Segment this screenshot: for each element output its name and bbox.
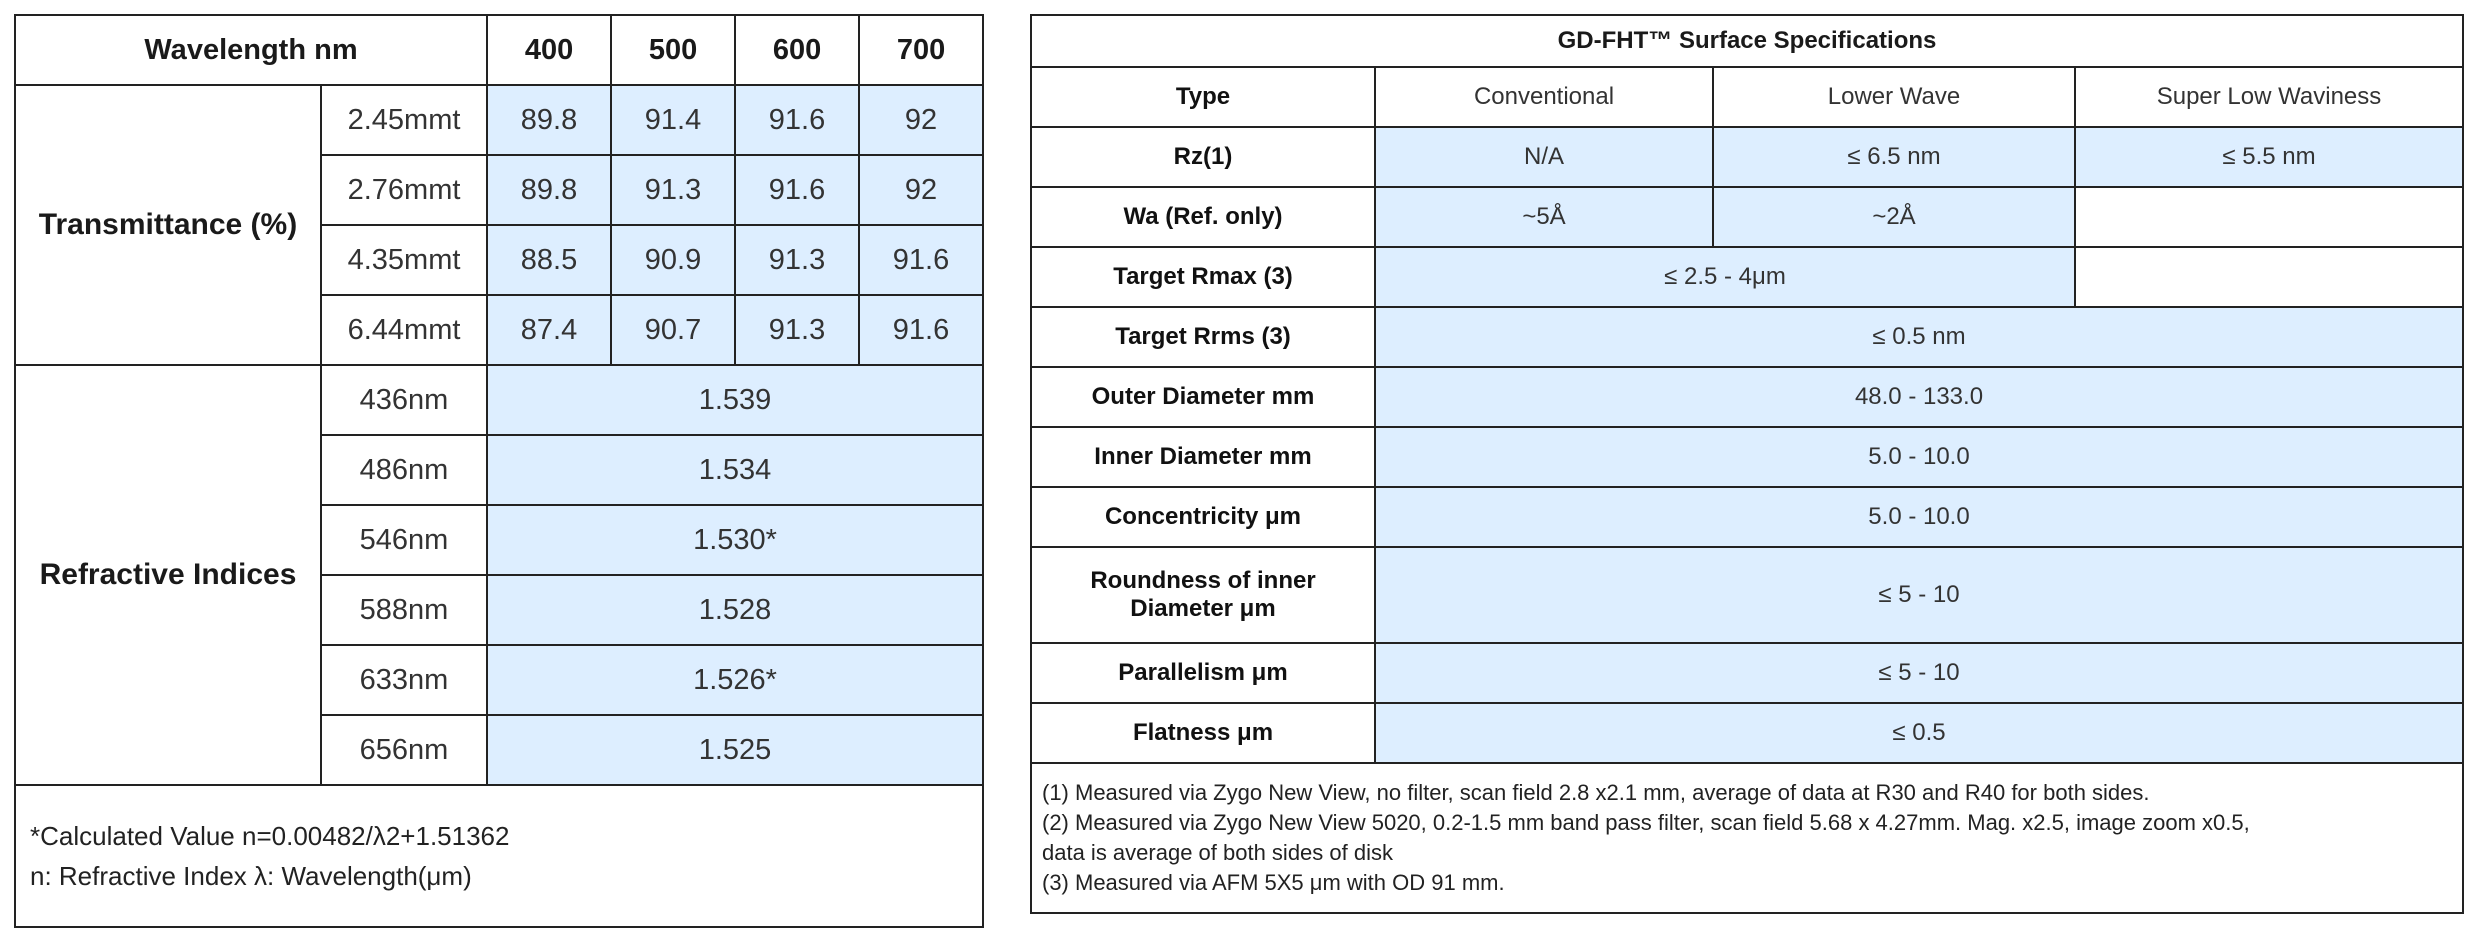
wavelength-400: 400 xyxy=(487,15,611,85)
rmax-label: Target Rmax (3) xyxy=(1031,247,1375,307)
rmax-value: ≤ 2.5 - 4μm xyxy=(1375,247,2075,307)
flatness-label: Flatness μm xyxy=(1031,703,1375,763)
rz-value: ≤ 5.5 nm xyxy=(2075,127,2463,187)
outer-diameter-value: 48.0 - 133.0 xyxy=(1375,367,2463,427)
ri-wavelength-cell: 486nm xyxy=(321,435,487,505)
thickness-cell: 4.35mmt xyxy=(321,225,487,295)
table-row xyxy=(1031,307,2463,367)
table-row xyxy=(15,85,983,155)
table-row xyxy=(1031,187,2463,247)
transmittance-value: 91.3 xyxy=(735,225,859,295)
table-row xyxy=(1031,427,2463,487)
wa-label: Wa (Ref. only) xyxy=(1031,187,1375,247)
notes-row xyxy=(15,785,983,927)
concentricity-label: Concentricity μm xyxy=(1031,487,1375,547)
wa-value xyxy=(2075,187,2463,247)
transmittance-value: 91.3 xyxy=(611,155,735,225)
wavelength-header-row xyxy=(15,15,983,85)
ri-value: 1.534 xyxy=(487,435,983,505)
ri-value: 1.526* xyxy=(487,645,983,715)
wa-value: ~5Å xyxy=(1375,187,1713,247)
table-row xyxy=(1031,367,2463,427)
table-row xyxy=(1031,487,2463,547)
measurement-notes xyxy=(1031,763,2463,913)
roundness-label xyxy=(1031,547,1375,643)
ri-value: 1.525 xyxy=(487,715,983,785)
inner-diameter-value: 5.0 - 10.0 xyxy=(1375,427,2463,487)
roundness-label-line: Diameter μm xyxy=(1130,595,1276,622)
wa-value: ~2Å xyxy=(1713,187,2075,247)
table-row xyxy=(1031,247,2463,307)
rrms-value: ≤ 0.5 nm xyxy=(1375,307,2463,367)
rrms-label: Target Rrms (3) xyxy=(1031,307,1375,367)
note-line: *Calculated Value n=0.00482/λ2+1.51362 xyxy=(30,821,510,851)
parallelism-label: Parallelism μm xyxy=(1031,643,1375,703)
type-label: Type xyxy=(1031,67,1375,127)
thickness-cell: 2.45mmt xyxy=(321,85,487,155)
refractive-indices-label: Refractive Indices xyxy=(15,365,321,785)
rz-label: Rz(1) xyxy=(1031,127,1375,187)
inner-diameter-label: Inner Diameter mm xyxy=(1031,427,1375,487)
ri-value: 1.530* xyxy=(487,505,983,575)
transmittance-value: 89.8 xyxy=(487,155,611,225)
ri-wavelength-cell: 588nm xyxy=(321,575,487,645)
ri-value: 1.539 xyxy=(487,365,983,435)
table-row xyxy=(15,365,983,435)
table-row xyxy=(1031,643,2463,703)
transmittance-value: 92 xyxy=(859,155,983,225)
thickness-cell: 2.76mmt xyxy=(321,155,487,225)
ri-wavelength-cell: 633nm xyxy=(321,645,487,715)
transmittance-value: 91.6 xyxy=(859,295,983,365)
thickness-cell: 6.44mmt xyxy=(321,295,487,365)
type-conventional: Conventional xyxy=(1375,67,1713,127)
transmittance-value: 91.6 xyxy=(859,225,983,295)
table-row xyxy=(1031,127,2463,187)
table-row xyxy=(1031,703,2463,763)
transmittance-label: Transmittance (%) xyxy=(15,85,321,365)
transmittance-value: 91.3 xyxy=(735,295,859,365)
transmittance-value: 91.6 xyxy=(735,155,859,225)
roundness-label-line: Roundness of inner xyxy=(1090,567,1316,594)
wavelength-700: 700 xyxy=(859,15,983,85)
note-line: data is average of both sides of disk xyxy=(1042,840,1393,865)
ri-value: 1.528 xyxy=(487,575,983,645)
transmittance-value: 91.4 xyxy=(611,85,735,155)
transmittance-value: 88.5 xyxy=(487,225,611,295)
type-super-low-waviness: Super Low Waviness xyxy=(2075,67,2463,127)
note-line: (2) Measured via Zygo New View 5020, 0.2-1.5 mm band pass filter, scan field 5.68 x 4.27mm. Mag. x2.5, image zoom x0.5, xyxy=(1042,810,2250,835)
optical-properties-table xyxy=(14,14,984,928)
transmittance-value: 87.4 xyxy=(487,295,611,365)
parallelism-value: ≤ 5 - 10 xyxy=(1375,643,2463,703)
notes-row xyxy=(1031,763,2463,913)
wavelength-header-label: Wavelength nm xyxy=(15,15,487,85)
refractive-notes xyxy=(15,785,983,927)
transmittance-value: 92 xyxy=(859,85,983,155)
title-row xyxy=(1031,15,2463,67)
table-row xyxy=(1031,67,2463,127)
transmittance-value: 89.8 xyxy=(487,85,611,155)
ri-wavelength-cell: 546nm xyxy=(321,505,487,575)
wavelength-600: 600 xyxy=(735,15,859,85)
surface-specifications-table xyxy=(1030,14,2464,914)
rz-value: N/A xyxy=(1375,127,1713,187)
transmittance-value: 91.6 xyxy=(735,85,859,155)
transmittance-value: 90.9 xyxy=(611,225,735,295)
rmax-extra xyxy=(2075,247,2463,307)
transmittance-value: 90.7 xyxy=(611,295,735,365)
type-lower-wave: Lower Wave xyxy=(1713,67,2075,127)
roundness-value: ≤ 5 - 10 xyxy=(1375,547,2463,643)
note-line: (1) Measured via Zygo New View, no filter, scan field 2.8 x2.1 mm, average of data at R30 and R40 for both sides. xyxy=(1042,780,2150,805)
outer-diameter-label: Outer Diameter mm xyxy=(1031,367,1375,427)
ri-wavelength-cell: 656nm xyxy=(321,715,487,785)
note-line: (3) Measured via AFM 5X5 μm with OD 91 mm. xyxy=(1042,870,1505,895)
table-row xyxy=(1031,547,2463,643)
wavelength-500: 500 xyxy=(611,15,735,85)
flatness-value: ≤ 0.5 xyxy=(1375,703,2463,763)
rz-value: ≤ 6.5 nm xyxy=(1713,127,2075,187)
note-line: n: Refractive Index λ: Wavelength(μm) xyxy=(30,861,472,891)
ri-wavelength-cell: 436nm xyxy=(321,365,487,435)
spec-title: GD-FHT™ Surface Specifications xyxy=(1031,15,2463,67)
concentricity-value: 5.0 - 10.0 xyxy=(1375,487,2463,547)
